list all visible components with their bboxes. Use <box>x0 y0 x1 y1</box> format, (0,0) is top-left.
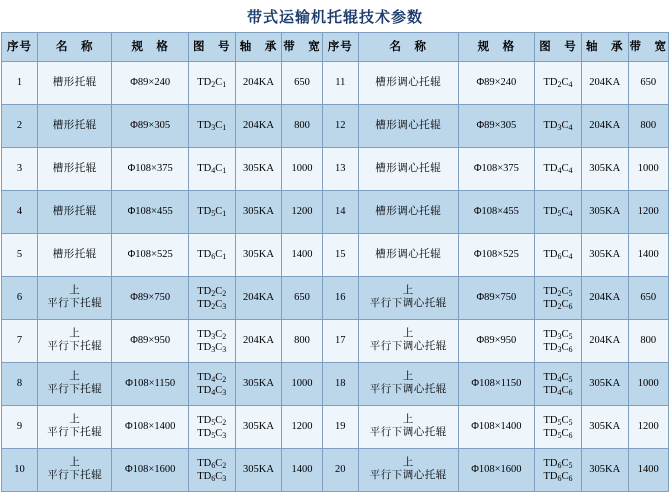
cell-code-left: $TD_2C_1$ <box>188 62 235 105</box>
cell-spec-right: Φ89×240 <box>458 62 534 105</box>
cell-bearing-right: 204KA <box>581 105 628 148</box>
cell-spec-left: Φ108×1400 <box>112 406 188 449</box>
header-cell-name-right: 名 称 <box>358 33 458 62</box>
header-cell-width-left: 带 宽 <box>282 33 322 62</box>
cell-bearing-left: 305KA <box>235 191 282 234</box>
cell-code-left: $TD_2C_2$ $TD_2C_3$ <box>188 277 235 320</box>
cell-code-left: $TD_6C_2$ $TD_6C_3$ <box>188 449 235 492</box>
cell-code-right: $TD_3C_4$ <box>535 105 582 148</box>
cell-width-left: 650 <box>282 277 322 320</box>
cell-spec-right: Φ89×305 <box>458 105 534 148</box>
cell-spec-left: Φ89×750 <box>112 277 188 320</box>
cell-spec-left: Φ108×375 <box>112 148 188 191</box>
cell-bearing-right: 305KA <box>581 191 628 234</box>
header-cell-no-right: 序号 <box>322 33 358 62</box>
cell-bearing-right: 305KA <box>581 234 628 277</box>
cell-name-right: 槽形调心托辊 <box>358 62 458 105</box>
cell-name-right: 槽形调心托辊 <box>358 191 458 234</box>
cell-code-right: $TD_3C_5$ $TD_3C_6$ <box>535 320 582 363</box>
cell-width-left: 1000 <box>282 148 322 191</box>
cell-no-left: 5 <box>2 234 38 277</box>
cell-width-left: 1400 <box>282 234 322 277</box>
cell-width-right: 1200 <box>628 191 668 234</box>
cell-name-left: 槽形托辊 <box>38 105 112 148</box>
cell-no-left: 7 <box>2 320 38 363</box>
cell-spec-left: Φ89×240 <box>112 62 188 105</box>
cell-no-right: 18 <box>322 363 358 406</box>
table-row <box>2 363 669 406</box>
cell-code-right: $TD_6C_5$ $TD_6C_6$ <box>535 449 582 492</box>
cell-width-right: 1400 <box>628 234 668 277</box>
cell-bearing-left: 204KA <box>235 105 282 148</box>
cell-no-right: 15 <box>322 234 358 277</box>
cell-bearing-left: 204KA <box>235 320 282 363</box>
cell-code-left: $TD_6C_1$ <box>188 234 235 277</box>
cell-spec-right: Φ108×1150 <box>458 363 534 406</box>
page-title: 带式运输机托辊技术参数 <box>246 10 423 26</box>
cell-spec-right: Φ108×1600 <box>458 449 534 492</box>
table-header <box>2 33 669 62</box>
cell-spec-right: Φ108×525 <box>458 234 534 277</box>
cell-bearing-left: 305KA <box>235 406 282 449</box>
roller-parameters-table <box>1 32 669 492</box>
cell-bearing-left: 204KA <box>235 62 282 105</box>
cell-no-right: 14 <box>322 191 358 234</box>
cell-name-left: 上 平行下托辊 <box>38 320 112 363</box>
cell-no-right: 19 <box>322 406 358 449</box>
cell-spec-left: Φ89×950 <box>112 320 188 363</box>
cell-name-right: 上 平行下调心托辊 <box>358 277 458 320</box>
cell-no-right: 13 <box>322 148 358 191</box>
cell-width-right: 650 <box>628 277 668 320</box>
cell-bearing-right: 305KA <box>581 148 628 191</box>
cell-spec-right: Φ108×375 <box>458 148 534 191</box>
cell-bearing-right: 204KA <box>581 62 628 105</box>
cell-bearing-right: 305KA <box>581 363 628 406</box>
cell-bearing-left: 305KA <box>235 148 282 191</box>
header-cell-name-left: 名 称 <box>38 33 112 62</box>
table-row <box>2 406 669 449</box>
cell-name-right: 上 平行下调心托辊 <box>358 320 458 363</box>
cell-width-left: 1200 <box>282 406 322 449</box>
table-header-row <box>2 33 669 62</box>
cell-no-left: 4 <box>2 191 38 234</box>
cell-bearing-right: 305KA <box>581 449 628 492</box>
cell-bearing-right: 305KA <box>581 406 628 449</box>
table-row <box>2 62 669 105</box>
cell-code-left: $TD_4C_1$ <box>188 148 235 191</box>
cell-no-left: 10 <box>2 449 38 492</box>
cell-code-left: $TD_4C_2$ $TD_4C_3$ <box>188 363 235 406</box>
table-body <box>2 62 669 492</box>
cell-name-right: 槽形调心托辊 <box>358 105 458 148</box>
cell-no-left: 8 <box>2 363 38 406</box>
cell-name-left: 上 平行下托辊 <box>38 449 112 492</box>
cell-name-right: 上 平行下调心托辊 <box>358 363 458 406</box>
cell-name-right: 槽形调心托辊 <box>358 148 458 191</box>
cell-width-right: 1200 <box>628 406 668 449</box>
cell-spec-right: Φ108×455 <box>458 191 534 234</box>
cell-code-right: $TD_5C_5$ $TD_5C_6$ <box>535 406 582 449</box>
cell-code-left: $TD_5C_2$ $TD_5C_3$ <box>188 406 235 449</box>
cell-width-left: 1000 <box>282 363 322 406</box>
cell-spec-left: Φ108×1150 <box>112 363 188 406</box>
header-cell-spec-right: 规 格 <box>458 33 534 62</box>
cell-no-right: 16 <box>322 277 358 320</box>
cell-name-left: 槽形托辊 <box>38 148 112 191</box>
cell-name-left: 上 平行下托辊 <box>38 363 112 406</box>
cell-code-left: $TD_5C_1$ <box>188 191 235 234</box>
cell-code-right: $TD_2C_5$ $TD_2C_6$ <box>535 277 582 320</box>
cell-width-left: 800 <box>282 105 322 148</box>
cell-bearing-right: 204KA <box>581 277 628 320</box>
cell-no-right: 11 <box>322 62 358 105</box>
header-cell-spec-left: 规 格 <box>112 33 188 62</box>
cell-width-right: 800 <box>628 320 668 363</box>
cell-spec-right: Φ89×750 <box>458 277 534 320</box>
cell-name-right: 槽形调心托辊 <box>358 234 458 277</box>
cell-code-right: $TD_4C_4$ <box>535 148 582 191</box>
table-row <box>2 320 669 363</box>
cell-bearing-left: 305KA <box>235 234 282 277</box>
table-row <box>2 148 669 191</box>
header-cell-code-left: 图 号 <box>188 33 235 62</box>
cell-spec-left: Φ108×525 <box>112 234 188 277</box>
cell-width-left: 1400 <box>282 449 322 492</box>
cell-width-left: 800 <box>282 320 322 363</box>
header-cell-bearing-right: 轴 承 <box>581 33 628 62</box>
cell-code-right: $TD_6C_4$ <box>535 234 582 277</box>
cell-code-right: $TD_4C_5$ $TD_4C_6$ <box>535 363 582 406</box>
cell-bearing-right: 204KA <box>581 320 628 363</box>
cell-name-left: 槽形托辊 <box>38 62 112 105</box>
cell-bearing-left: 204KA <box>235 277 282 320</box>
header-cell-code-right: 图 号 <box>535 33 582 62</box>
cell-name-right: 上 平行下调心托辊 <box>358 406 458 449</box>
cell-width-left: 650 <box>282 62 322 105</box>
header-cell-no-left: 序号 <box>2 33 38 62</box>
cell-no-left: 1 <box>2 62 38 105</box>
table-row <box>2 277 669 320</box>
cell-code-right: $TD_2C_4$ <box>535 62 582 105</box>
cell-no-right: 12 <box>322 105 358 148</box>
cell-width-right: 1000 <box>628 148 668 191</box>
cell-name-left: 槽形托辊 <box>38 234 112 277</box>
cell-name-left: 槽形托辊 <box>38 191 112 234</box>
cell-width-left: 1200 <box>282 191 322 234</box>
cell-no-right: 20 <box>322 449 358 492</box>
cell-spec-right: Φ89×950 <box>458 320 534 363</box>
table-row <box>2 449 669 492</box>
cell-spec-left: Φ108×1600 <box>112 449 188 492</box>
cell-no-left: 3 <box>2 148 38 191</box>
header-cell-width-right: 带 宽 <box>628 33 668 62</box>
cell-width-right: 1000 <box>628 363 668 406</box>
cell-no-left: 2 <box>2 105 38 148</box>
cell-width-right: 650 <box>628 62 668 105</box>
cell-spec-right: Φ108×1400 <box>458 406 534 449</box>
cell-no-left: 9 <box>2 406 38 449</box>
table-row <box>2 105 669 148</box>
cell-code-left: $TD_3C_2$ $TD_3C_3$ <box>188 320 235 363</box>
cell-code-left: $TD_3C_1$ <box>188 105 235 148</box>
cell-width-right: 1400 <box>628 449 668 492</box>
cell-name-left: 上 平行下托辊 <box>38 406 112 449</box>
cell-no-right: 17 <box>322 320 358 363</box>
header-cell-bearing-left: 轴 承 <box>235 33 282 62</box>
cell-spec-left: Φ108×455 <box>112 191 188 234</box>
table-row <box>2 234 669 277</box>
cell-bearing-left: 305KA <box>235 449 282 492</box>
cell-width-right: 800 <box>628 105 668 148</box>
cell-bearing-left: 305KA <box>235 363 282 406</box>
cell-spec-left: Φ89×305 <box>112 105 188 148</box>
cell-code-right: $TD_5C_4$ <box>535 191 582 234</box>
cell-name-right: 上 平行下调心托辊 <box>358 449 458 492</box>
table-row <box>2 191 669 234</box>
cell-name-left: 上 平行下托辊 <box>38 277 112 320</box>
cell-no-left: 6 <box>2 277 38 320</box>
